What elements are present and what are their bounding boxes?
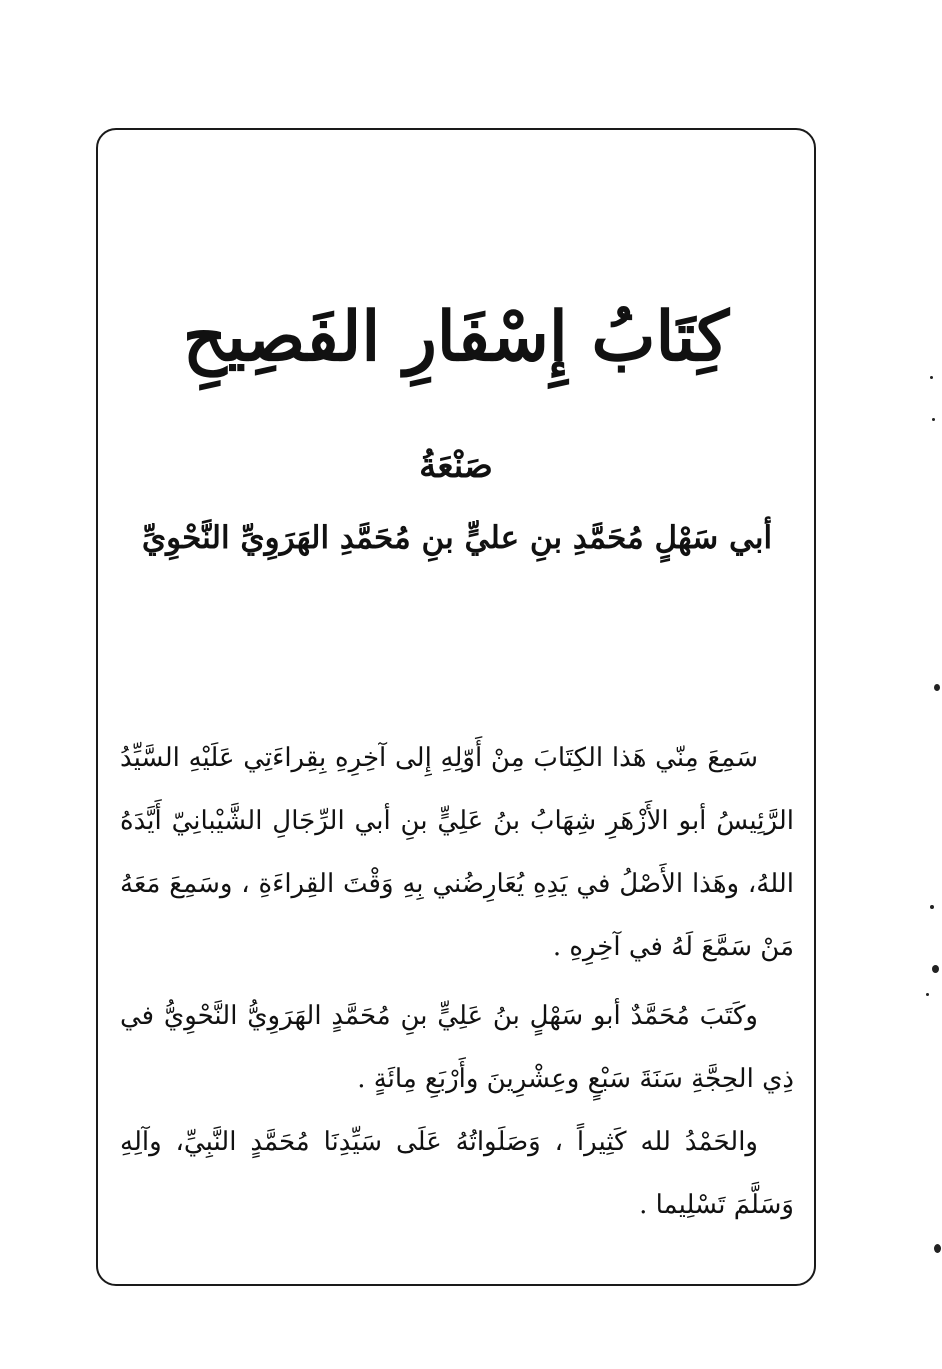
paragraph-colophon: وكَتَبَ مُحَمَّدٌ أبو سَهْلٍ بنُ عَلِيٍّ بنِ مُحَمَّدٍ الهَرَوِيُّ النَّحْوِيُّ في ذِي الحِجَّةِ سَنَةَ سَبْعٍ وعِشْرِينَ وأَرْبَعِ مِائَةٍ . [120,1001,794,1094]
scan-speck [932,965,939,973]
scan-speck [926,993,929,996]
scan-speck [934,684,940,691]
scan-speck [930,905,934,909]
book-title: كِتَابُ إِسْفَارِ الفَصِيحِ [182,297,730,377]
paragraph-doxology: والحَمْدُ لله كَثِيراً ، وَصَلَواتُهُ عَلَى سَيِّدِنَا مُحَمَّدٍ النَّبِيِّ، وآلِهِ وَسَلَّمَ تَسْلِيما . [120,1127,794,1220]
author-name: أبي سَهْلٍ مُحَمَّدِ بنِ عليٍّ بنِ مُحَمَّدِ الهَرَوِيِّ النَّحْوِيِّ [141,520,773,556]
scan-speck [934,1244,941,1253]
scan-speck [930,376,933,379]
composed-by-label: صَنْعَةُ [419,446,493,486]
scan-speck [932,418,935,421]
paragraph-audition-note: سَمِعَ مِنّي هَذا الكِتَابَ مِنْ أَوّلِهِ إِلى آخِرِهِ بِقِراءَتِي عَلَيْهِ السَّيِّدُ الرَّئِيسُ أبو الأَزْهَرِ شِهَابُ بنُ عَلِيٍّ بنِ أبي الرِّجَالِ الشَّيْبانِيّ أَيَّدَهُ اللهُ، وهَذا الأَصْلُ في يَدِهِ يُعَارِضُني بِهِ وَقْتَ القِراءَةِ ، وسَمِعَ مَعَهُ مَنْ سَمَّعَ لَهُ في آخِرِهِ . [120,743,794,962]
